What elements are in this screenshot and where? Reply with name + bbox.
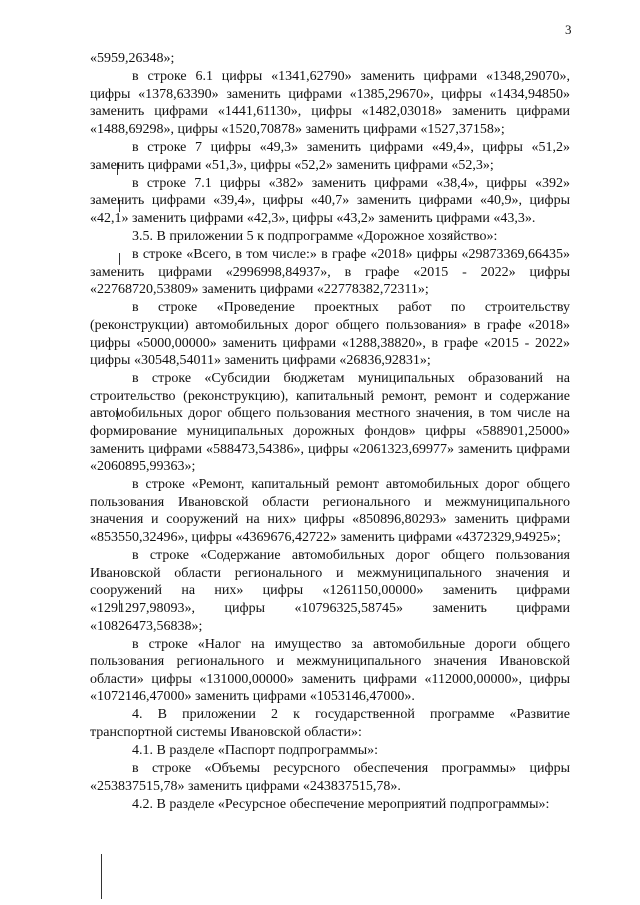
paragraph: в строке «Субсидии бюджетам муниципальных образований на строительство (реконструкцию), капитальный ремонт, ремонт и содержание автомобильных дорог общего пользования местного значения, в том числе на формирование муниципальных дорожных фондов» цифры «588901,25000» заменить цифрами «588473,54386», цифры «2061323,69977» заменить цифрами «2060895,99363»;: [90, 371, 570, 475]
paragraph: «5959,26348»;: [90, 51, 175, 66]
paragraph: в строке «Налог на имущество за автомобильные дороги общего пользования регионального и межмуниципального значения Ивановской области» цифры «131000,00000» заменить цифрами «112000,00000», цифры «1072146,47000» заменить цифрами «1053146,47000».: [90, 636, 570, 705]
section-heading: 4. В приложении 2 к государственной программе «Развитие транспортной системы Ивановской области»:: [90, 707, 570, 741]
document-body: [90, 50, 570, 814]
paragraph: в строке 7 цифры «49,3» заменить цифрами «49,4», цифры «51,2» заменить цифрами «51,3», цифры «52,2» заменить цифрами «52,3»;: [90, 139, 570, 173]
section-heading: 3.5. В приложении 5 к подпрограмме «Дорожное хозяйство»:: [132, 228, 498, 244]
paragraph: в строке «Содержание автомобильных дорог общего пользования Ивановской области регионального и межмуниципального значения и сооружений на них» цифры «1261150,00000» заменить цифрами «1291297,98093», цифры «10796325,58745» заменить цифрами «10826473,56838»;: [90, 548, 570, 634]
paragraph: в строке 6.1 цифры «1341,62790» заменить цифрами «1348,29070», цифры «1378,63390» заменить цифрами «1385,29670», цифры «1434,94850» заменить цифрами «1441,61130», цифры «1482,03018» заменить цифрами «1488,69298», цифры «1520,70878» заменить цифрами «1527,37158»;: [90, 69, 570, 137]
paragraph: в строке «Объемы ресурсного обеспечения программы» цифры «253837515,78» заменить цифрами «243837515,78».: [90, 761, 570, 794]
margin-mark: [101, 854, 102, 899]
page-number: 3: [565, 22, 572, 37]
section-heading: 4.2. В разделе «Ресурсное обеспечение мероприятий подпрограммы»:: [132, 796, 550, 812]
section-heading: 4.1. В разделе «Паспорт подпрограммы»:: [132, 743, 379, 759]
paragraph: в строке «Ремонт, капитальный ремонт автомобильных дорог общего пользования Ивановской области регионального и межмуниципального значения и сооружений на них» цифры «850896,80293» заменить цифрами «853550,32496», цифры «4369676,42722» заменить цифрами «4372329,94925»;: [90, 477, 570, 546]
paragraph: в строке «Всего, в том числе:» в графе «2018» цифры «29873369,66435» заменить цифрами «2996998,84937», в графе «2015 - 2022» цифры «22768720,53809» заменить цифрами «22778382,72311»;: [90, 247, 570, 298]
paragraph: в строке 7.1 цифры «382» заменить цифрами «38,4», цифры «392» заменить цифрами «39,4», цифры «40,7» заменить цифрами «40,9», цифры «42,1» заменить цифрами «42,3», цифры «43,2» заменить цифрами «43,3».: [90, 175, 570, 226]
paragraph: в строке «Проведение проектных работ по строительству (реконструкции) автомобильных дорог общего пользования» в графе «2018» цифры «5000,00000» заменить цифрами «1288,38820», в графе «2015 - 2022» цифры «30548,54011» заменить цифрами «26836,92831»;: [90, 300, 570, 369]
